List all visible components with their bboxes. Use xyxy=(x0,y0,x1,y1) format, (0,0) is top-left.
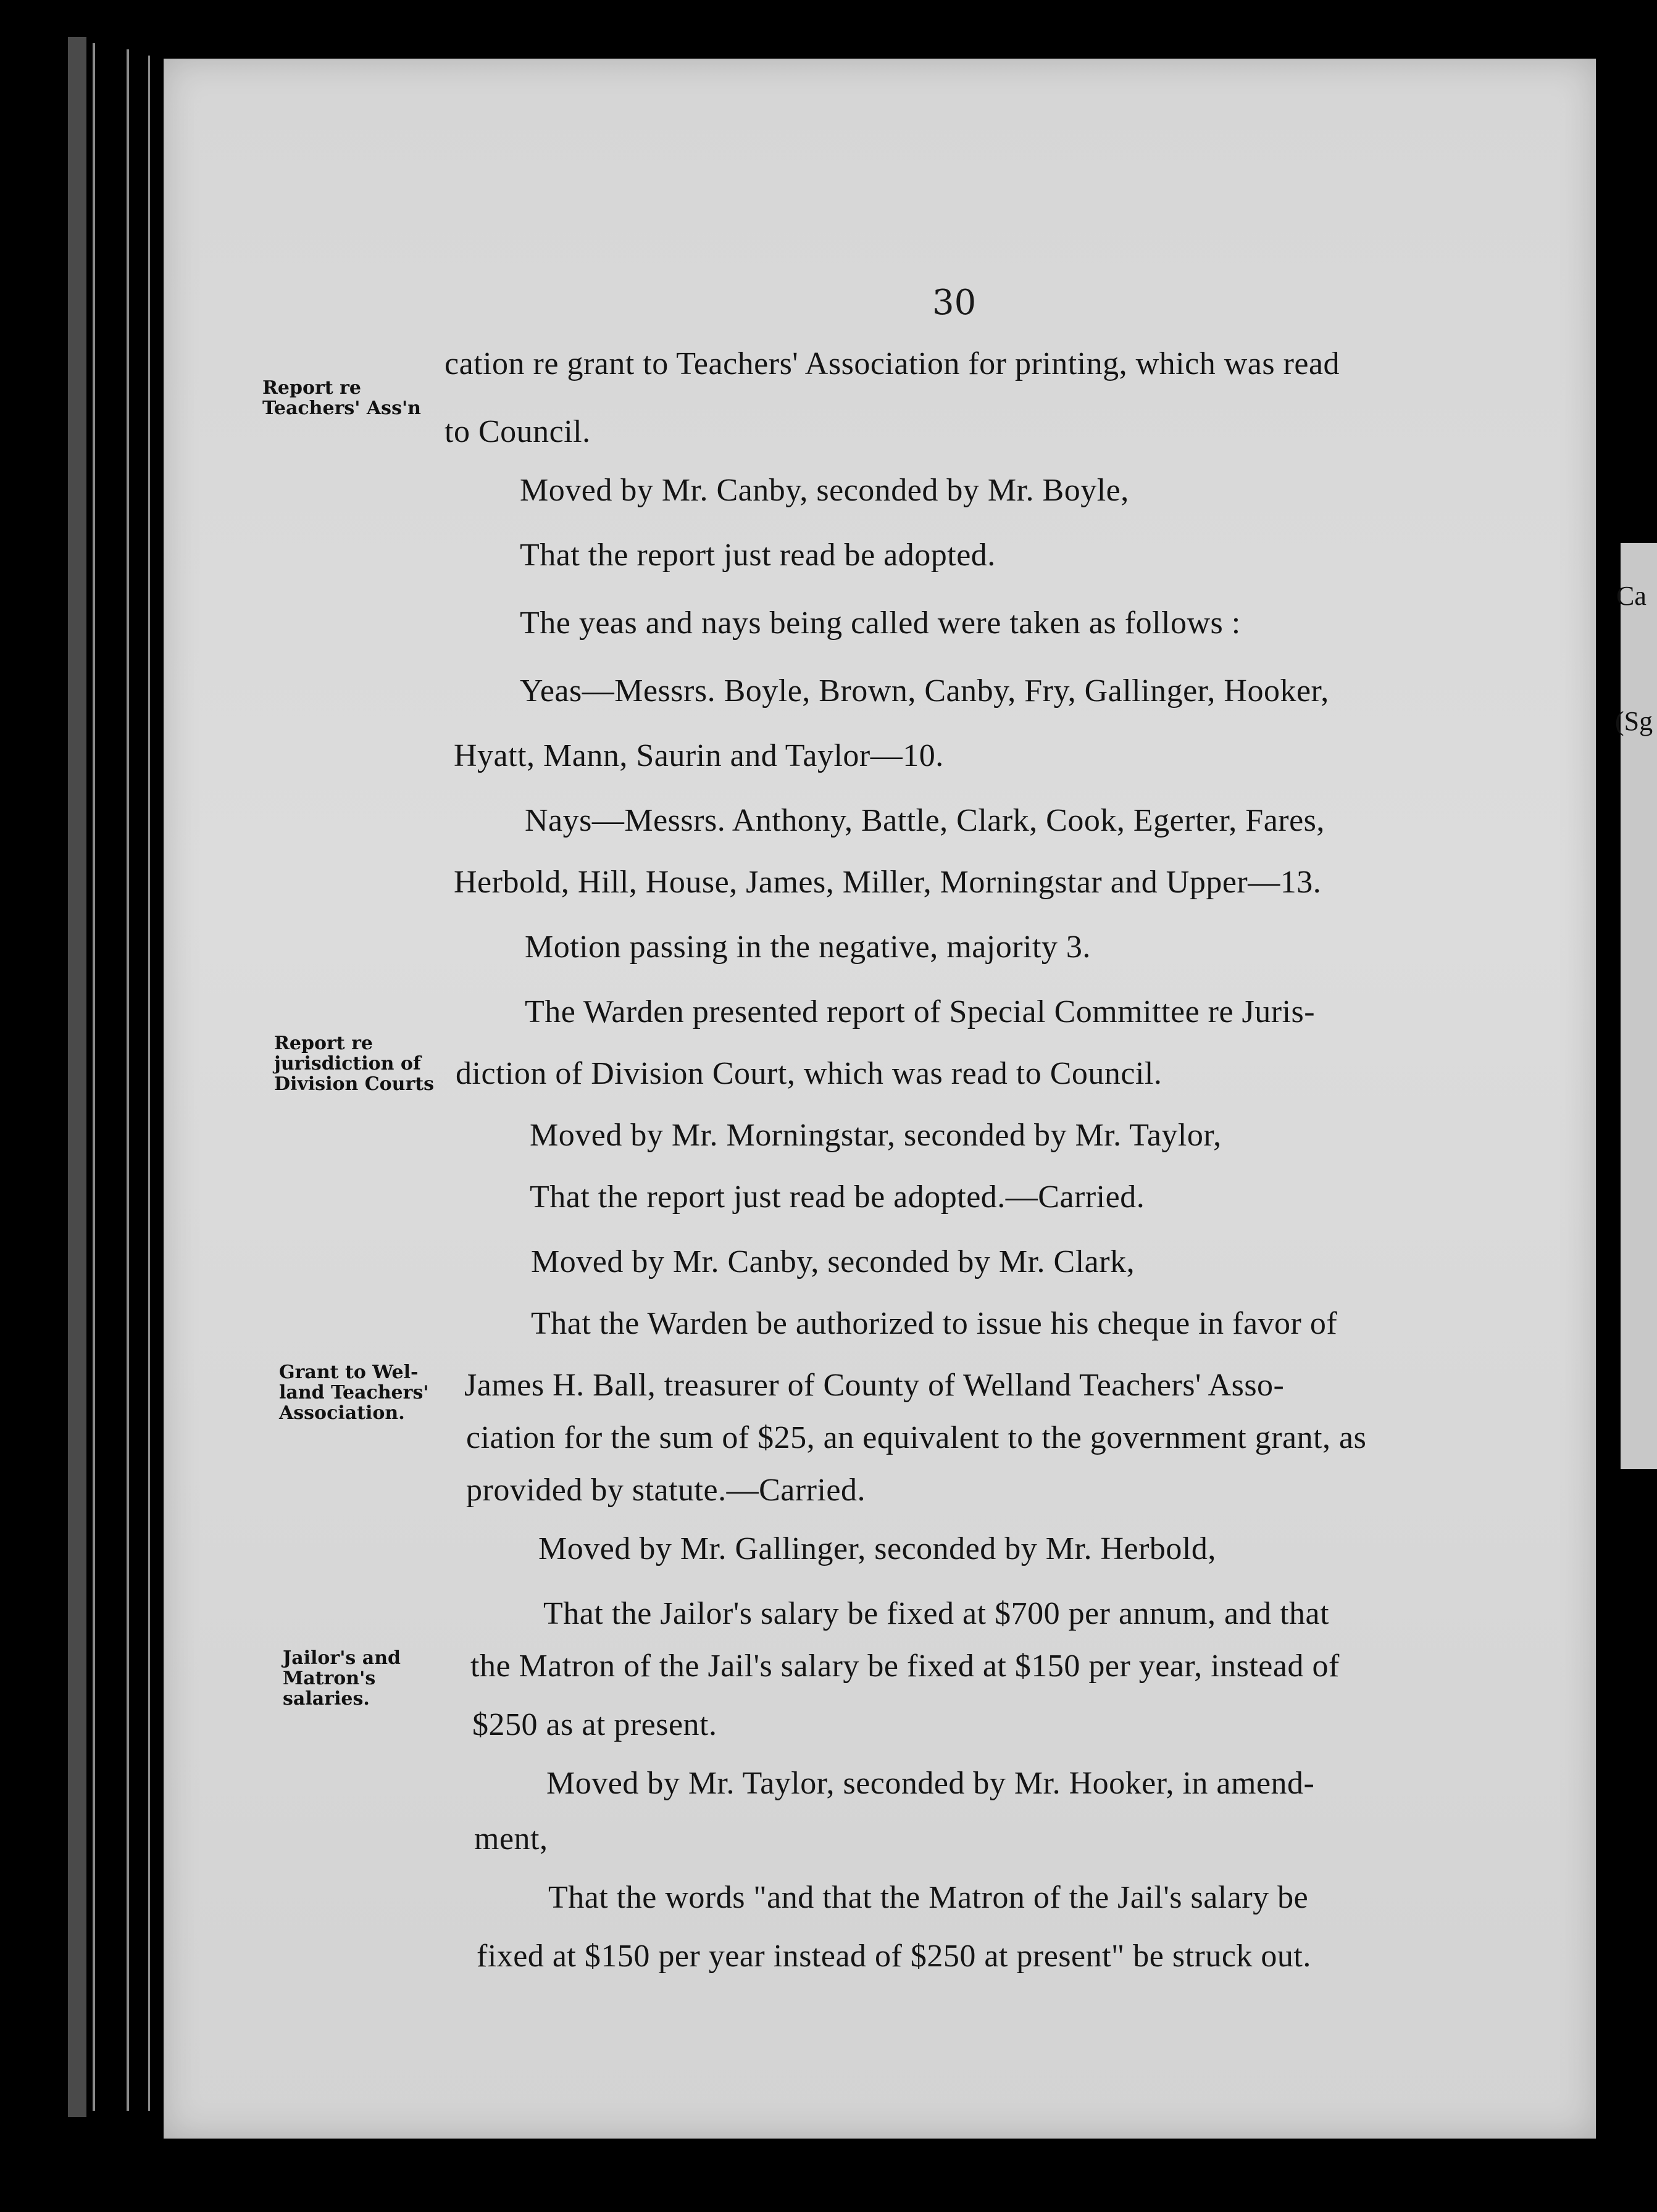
margin-note-jailor-salaries: Jailor's and Matron's salaries. xyxy=(283,1647,401,1710)
text-line: diction of Division Court, which was read to Council. xyxy=(456,1056,1162,1091)
text-line: James H. Ball, treasurer of County of Welland Teachers' Asso- xyxy=(464,1368,1285,1403)
text-line: That the Jailor's salary be fixed at $700 per annum, and that xyxy=(543,1596,1330,1631)
text-line: Motion passing in the negative, majority 3. xyxy=(525,929,1091,965)
margin-note-teachers-grant: Grant to Wel- land Teachers' Association. xyxy=(279,1362,429,1424)
page-stack-line xyxy=(127,49,129,2111)
margin-note-teachers-assn: Report re Teachers' Ass'n xyxy=(262,377,421,419)
text-line: Yeas—Messrs. Boyle, Brown, Canby, Fry, Gallinger, Hooker, xyxy=(520,673,1329,709)
text-line: to Council. xyxy=(445,414,591,449)
text-line: Moved by Mr. Gallinger, seconded by Mr. Herbold, xyxy=(538,1531,1216,1566)
text-line: Hyatt, Mann, Saurin and Taylor—10. xyxy=(454,738,944,773)
adjacent-page-fragment: (Sg xyxy=(1615,706,1653,736)
adjacent-page-fragment: Ca xyxy=(1616,581,1647,611)
text-line: provided by statute.—Carried. xyxy=(466,1473,866,1508)
text-line: Moved by Mr. Canby, seconded by Mr. Boyle, xyxy=(520,473,1129,508)
text-line: That the report just read be adopted.—Carried. xyxy=(530,1179,1145,1215)
text-line: the Matron of the Jail's salary be fixed at $150 per year, instead of xyxy=(470,1649,1340,1684)
text-line: Moved by Mr. Taylor, seconded by Mr. Hooker, in amend- xyxy=(546,1766,1315,1801)
text-line: ciation for the sum of $25, an equivalent to the government grant, as xyxy=(466,1420,1367,1455)
text-line: That the words "and that the Matron of the Jail's salary be xyxy=(548,1880,1309,1915)
text-line: Nays—Messrs. Anthony, Battle, Clark, Cook, Egerter, Fares, xyxy=(525,803,1325,838)
text-line: cation re grant to Teachers' Association for printing, which was read xyxy=(445,346,1340,381)
margin-note-division-courts: Report re jurisdiction of Division Courts xyxy=(274,1033,435,1095)
text-line: Moved by Mr. Canby, seconded by Mr. Clark, xyxy=(531,1244,1135,1279)
text-line: fixed at $150 per year instead of $250 at present" be struck out. xyxy=(477,1939,1311,1974)
text-line: That the report just read be adopted. xyxy=(520,538,996,573)
page-stack-line xyxy=(148,56,150,2111)
text-line: That the Warden be authorized to issue his cheque in favor of xyxy=(531,1306,1338,1341)
text-line: The yeas and nays being called were taken as follows : xyxy=(520,605,1241,641)
text-line: $250 as at present. xyxy=(472,1707,717,1742)
page-number: 30 xyxy=(932,283,977,323)
text-line: Herbold, Hill, House, James, Miller, Morningstar and Upper—13. xyxy=(454,865,1322,900)
text-line: ment, xyxy=(474,1821,548,1856)
adjacent-page-edge xyxy=(1621,543,1657,1469)
page-stack-line xyxy=(93,43,95,2111)
text-line: The Warden presented report of Special Committee re Juris- xyxy=(525,994,1316,1029)
page-stack-edge xyxy=(68,37,86,2117)
text-line: Moved by Mr. Morningstar, seconded by Mr. Taylor, xyxy=(530,1118,1222,1153)
